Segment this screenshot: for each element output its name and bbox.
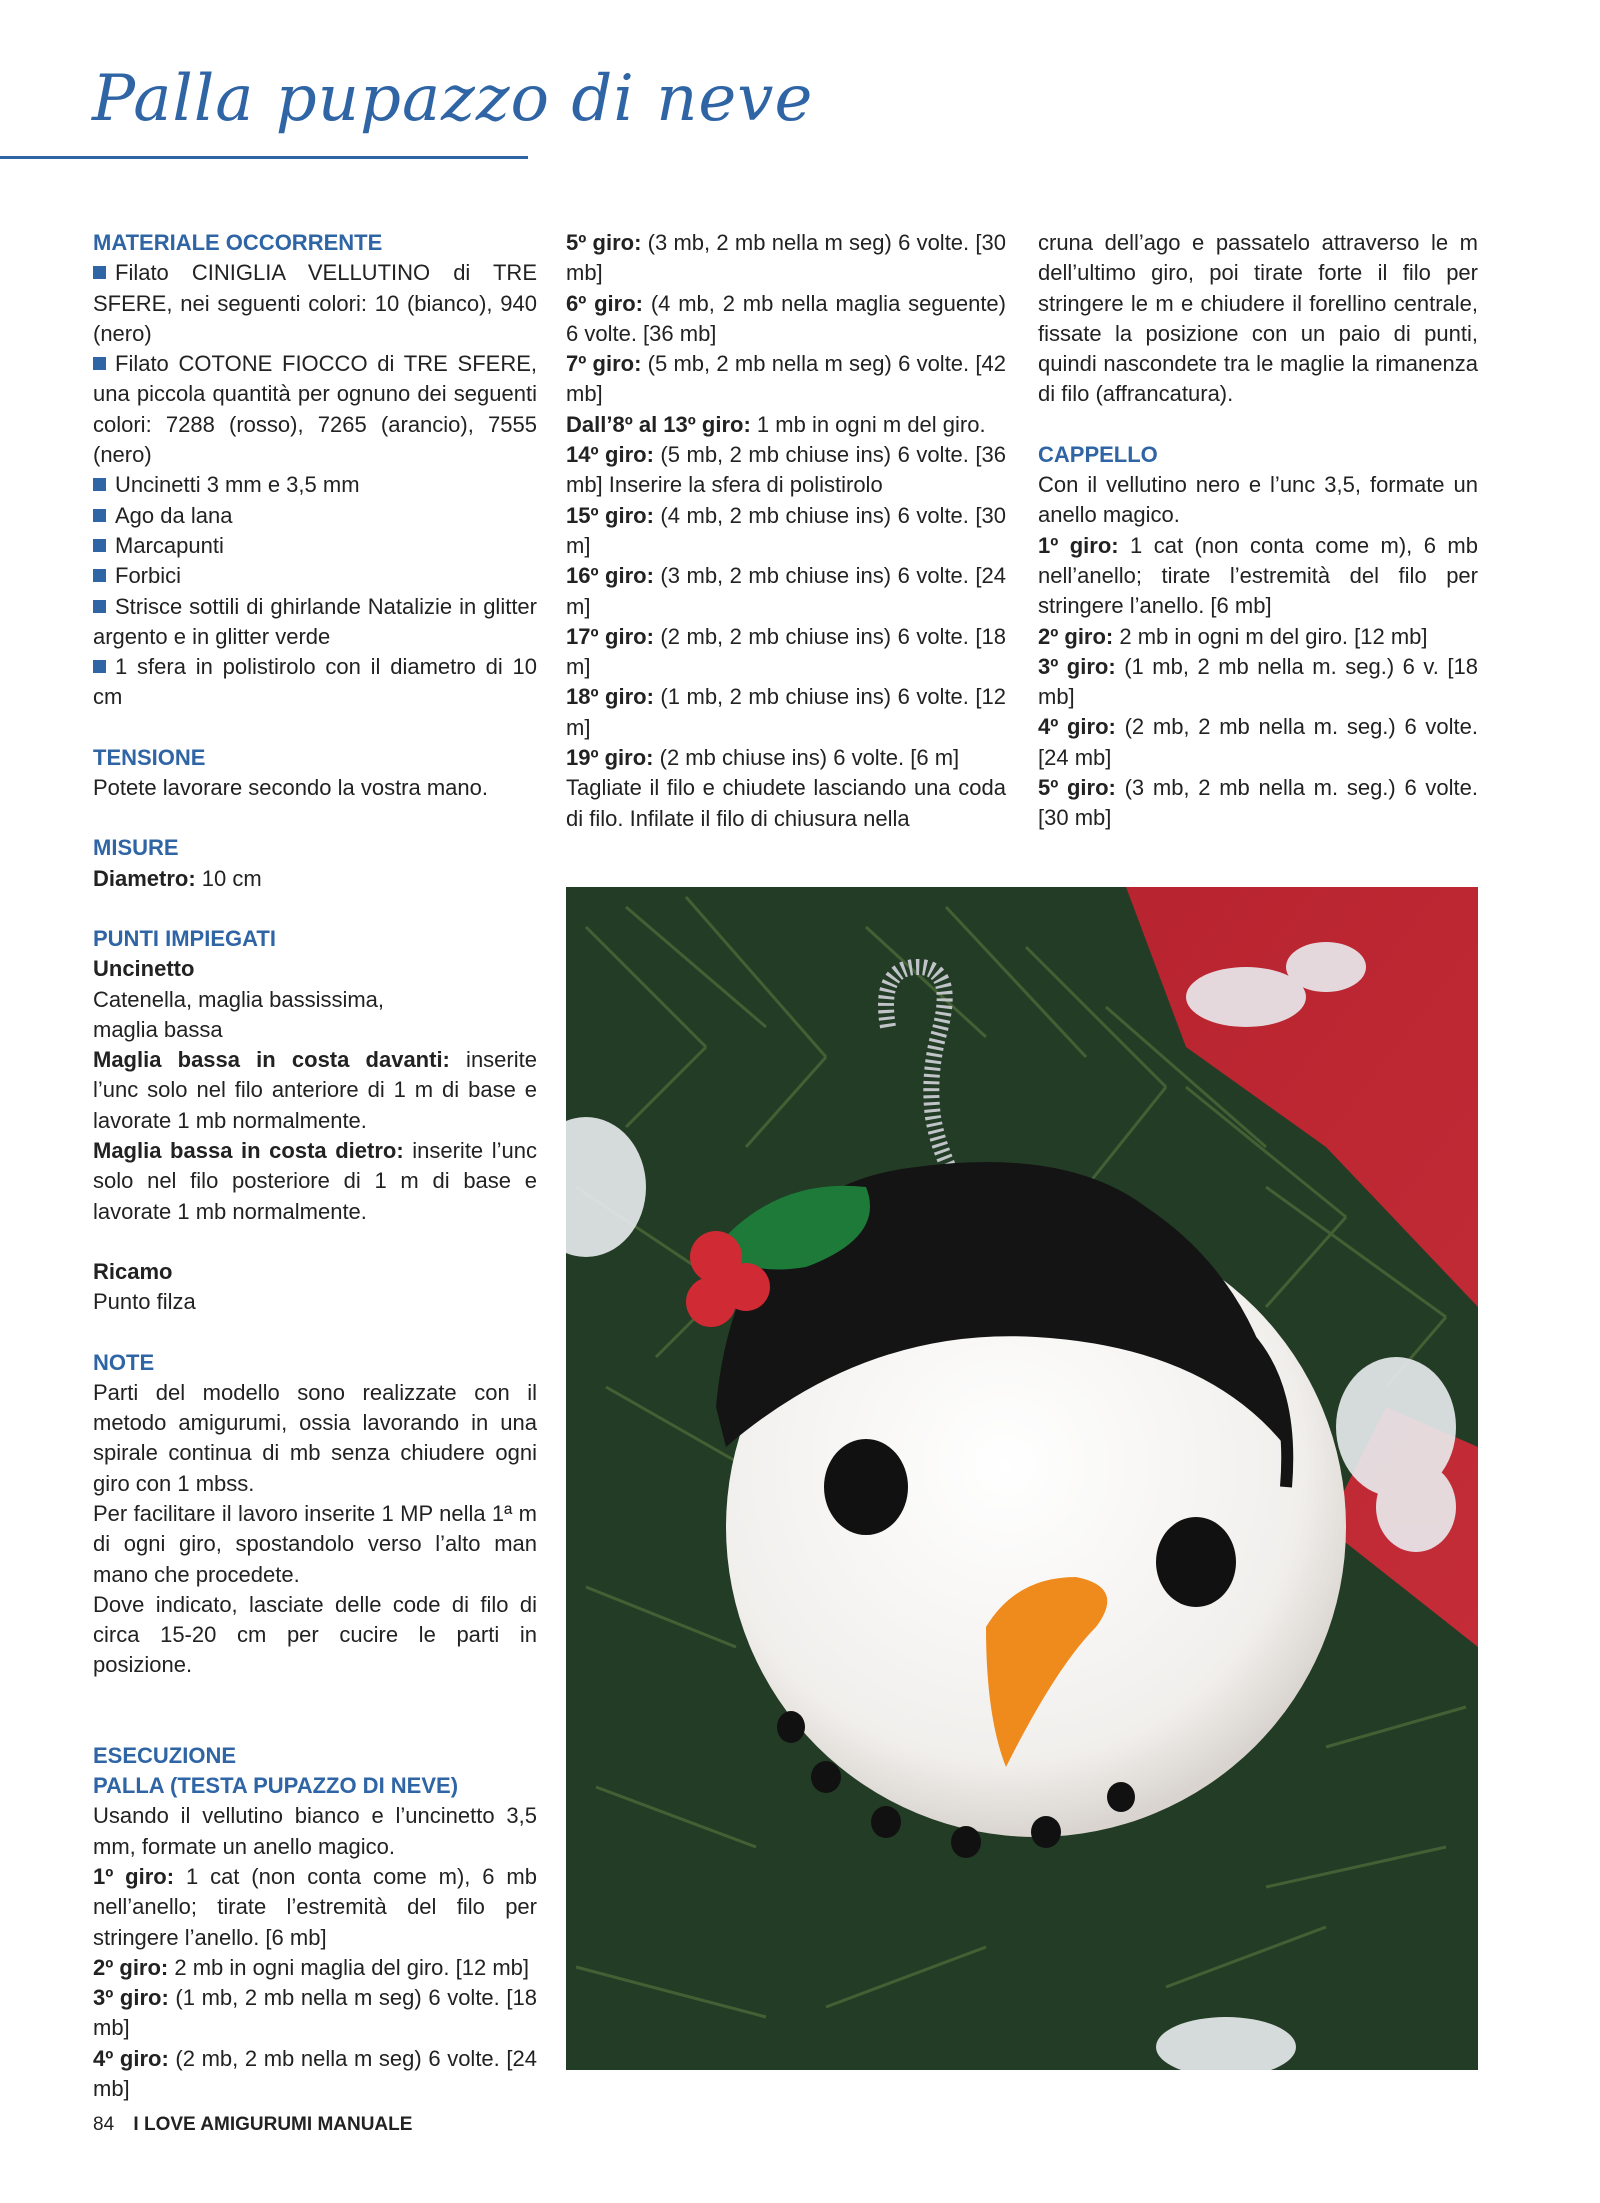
list-item: Uncinetti 3 mm e 3,5 mm xyxy=(93,470,537,500)
round-instruction: 4º giro: (2 mb, 2 mb nella m seg) 6 volte. [24 mb] xyxy=(93,2045,537,2102)
list-item: Ago da lana xyxy=(93,501,537,531)
round-instruction: 15º giro: (4 mb, 2 mb chiuse ins) 6 volte. [30 m] xyxy=(566,502,1006,558)
right-eye xyxy=(1156,1517,1236,1607)
round-instruction: 5º giro: (3 mb, 2 mb nella m. seg.) 6 volte. [30 mb] xyxy=(1038,775,1478,831)
round-instruction: 1º giro: 1 cat (non conta come m), 6 mb nell’anello; tirate l’estremità del filo per stringere l’anello. [6 mb] xyxy=(93,1863,537,1950)
round-instruction: 5º giro: (3 mb, 2 mb nella m seg) 6 volte. [30 mb] xyxy=(566,230,1006,286)
round-instruction: 18º giro: (1 mb, 2 mb chiuse ins) 6 volte. [12 m] xyxy=(566,684,1006,740)
round-instruction: 2º giro: 2 mb in ogni maglia del giro. [12 mb] xyxy=(93,1954,530,1980)
title-underline xyxy=(0,156,528,159)
round-instruction: 6º giro: (4 mb, 2 mb nella maglia seguente) 6 volte. [36 mb] xyxy=(566,290,1006,346)
round-instruction: 19º giro: (2 mb chiuse ins) 6 volte. [6 m] xyxy=(566,745,960,771)
section-heading-materiale: MATERIALE OCCORRENTE xyxy=(93,230,383,255)
round-instruction: 3º giro: (1 mb, 2 mb nella m seg) 6 volte. [18 mb] xyxy=(93,1985,537,2041)
page-footer xyxy=(93,2114,412,2136)
bullet-square-icon xyxy=(93,569,106,582)
punti-maglia-bassa: maglia bassa xyxy=(93,1016,223,1042)
round-instruction: Dall’8º al 13º giro: 1 mb in ogni m del giro. xyxy=(566,411,986,437)
round-instruction: 14º giro: (5 mb, 2 mb chiuse ins) 6 volte. [36 mb] Inserire la sfera di polistirolo xyxy=(566,442,1006,498)
round-instruction: 16º giro: (3 mb, 2 mb chiuse ins) 6 volte. [24 m] xyxy=(566,563,1006,619)
closing-text: Tagliate il filo e chiudete lasciando una coda di filo. Infilate il filo di chiusura nella xyxy=(566,775,1006,831)
misure-diametro: Diametro: 10 cm xyxy=(93,865,262,891)
section-heading-cappello: CAPPELLO xyxy=(1038,441,1158,467)
section-heading-note: NOTE xyxy=(93,1349,155,1375)
bullet-square-icon xyxy=(93,357,106,370)
section-subheading-palla: PALLA (TESTA PUPAZZO DI NEVE) xyxy=(93,1773,459,1799)
punti-costa-dietro: Maglia bassa in costa dietro: inserite l’unc solo nel filo posteriore di 1 m di base e lavorate 1 mb normalmente. xyxy=(93,1138,537,1224)
bullet-square-icon xyxy=(93,509,106,522)
punti-costa-davanti: Maglia bassa in costa davanti: inserite l’unc solo nel filo anteriore di 1 m di base e lavorate 1 mb normalmente. xyxy=(93,1047,537,1133)
note-paragraph: Parti del modello sono realizzate con il metodo amigurumi, ossia lavorando in una spirale continua di mb senza chiudere ogni giro con 1 mbss. xyxy=(93,1379,537,1496)
ricamo-punto-filza: Punto filza xyxy=(93,1289,196,1315)
cappello-intro: Con il vellutino nero e l’unc 3,5, formate un anello magico. xyxy=(1038,472,1478,528)
bullet-square-icon xyxy=(93,600,106,613)
list-item: Filato COTONE FIOCCO di TRE SFERE, una piccola quantità per ognuno dei seguenti colori: 7288 (rosso), 7265 (arancio), 7555 (nero) xyxy=(93,351,537,468)
round-instruction: 4º giro: (2 mb, 2 mb nella m. seg.) 6 volte. [24 mb] xyxy=(1038,714,1478,770)
bullet-square-icon xyxy=(93,539,106,552)
list-item: Strisce sottili di ghirlande Natalizie in glitter argento e in glitter verde xyxy=(93,593,537,649)
continuation-text: cruna dell’ago e passatelo attraverso le m dell’ultimo giro, poi tirate forte il filo per stringere le m e chiudere il forellino centrale, fissate la posizione con un paio di punti, quindi nascondete tra le maglie la rimanenza di filo (affrancatura). xyxy=(1038,230,1478,407)
esecuzione-intro: Usando il vellutino bianco e l’uncinetto 3,5 mm, formate un anello magico. xyxy=(93,1803,537,1859)
round-instruction: 7º giro: (5 mb, 2 mb nella m seg) 6 volte. [42 mb] xyxy=(566,351,1006,407)
page-number: 84 xyxy=(93,2114,115,2135)
ricamo-subheading: Ricamo xyxy=(93,1258,173,1284)
bullet-square-icon xyxy=(93,266,106,279)
list-item: Forbici xyxy=(93,561,537,591)
section-heading-tensione: TENSIONE xyxy=(93,744,206,770)
column-1 xyxy=(93,228,537,2104)
magazine-name: I LOVE AMIGURUMI MANUALE xyxy=(133,2114,413,2135)
list-item: Marcapunti xyxy=(93,531,537,561)
column-2 xyxy=(566,228,1006,834)
page-title: Palla pupazzo di neve xyxy=(92,62,814,136)
section-heading-misure: MISURE xyxy=(93,835,179,861)
uncinetto-subheading: Uncinetto xyxy=(93,956,195,982)
section-heading-punti: PUNTI IMPIEGATI xyxy=(93,925,276,951)
list-item: Filato CINIGLIA VELLUTINO di TRE SFERE, nei seguenti colori: 10 (bianco), 940 (nero) xyxy=(93,260,537,346)
note-paragraph: Dove indicato, lasciate delle code di filo di circa 15-20 cm per cucire le parti in posizione. xyxy=(93,1591,537,1678)
round-instruction: 17º giro: (2 mb, 2 mb chiuse ins) 6 volte. [18 m] xyxy=(566,623,1006,680)
bullet-square-icon xyxy=(93,660,106,673)
bullet-square-icon xyxy=(93,478,106,491)
round-instruction: 1º giro: 1 cat (non conta come m), 6 mb nell’anello; tirate l’estremità del filo per stringere l’anello. [6 mb] xyxy=(1038,532,1478,619)
list-item: 1 sfera in polistirolo con il diametro di 10 cm xyxy=(93,654,537,710)
note-paragraph: Per facilitare il lavoro inserite 1 MP nella 1ª m di ogni giro, spostandolo verso l’alto man mano che procedete. xyxy=(93,1500,537,1587)
section-heading-esecuzione: ESECUZIONE xyxy=(93,1742,237,1768)
left-eye xyxy=(824,1439,908,1535)
column-3 xyxy=(1038,228,1478,834)
round-instruction: 2º giro: 2 mb in ogni m del giro. [12 mb] xyxy=(1038,623,1428,649)
round-instruction: 3º giro: (1 mb, 2 mb nella m. seg.) 6 v. [18 mb] xyxy=(1038,653,1478,710)
punti-catenella: Catenella, maglia bassissima, xyxy=(93,986,385,1012)
snowman-ornament-photo xyxy=(566,887,1478,2070)
tensione-text: Potete lavorare secondo la vostra mano. xyxy=(93,775,489,801)
